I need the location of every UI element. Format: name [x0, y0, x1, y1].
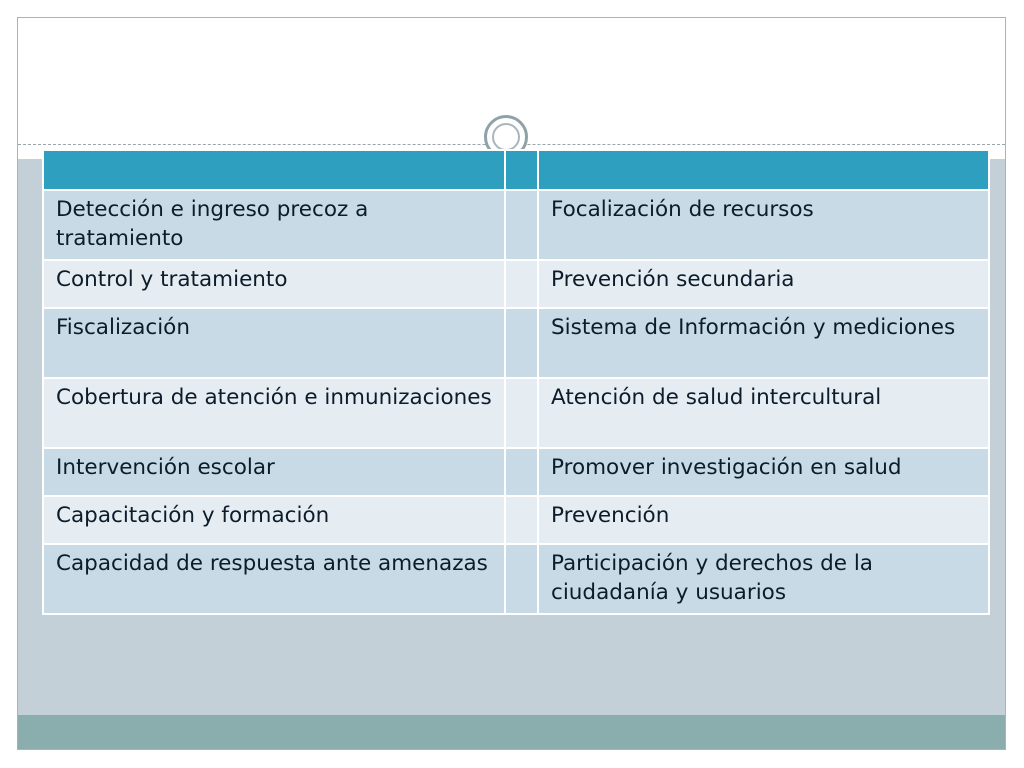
table-cell: Fiscalización [43, 308, 505, 378]
table-cell: Promover investigación en salud [538, 448, 989, 496]
table-row [43, 190, 989, 260]
table-cell: Detección e ingreso precoz a tratamiento [43, 190, 505, 260]
table-cell [505, 190, 538, 260]
table-row [43, 496, 989, 544]
table-row [43, 260, 989, 308]
table-cell [505, 378, 538, 448]
strategy-table [42, 149, 990, 615]
header-cell [43, 150, 505, 190]
table-row [43, 308, 989, 378]
header-cell [538, 150, 989, 190]
table-cell [505, 260, 538, 308]
table-cell: Prevención [538, 496, 989, 544]
table-cell: Sistema de Información y mediciones [538, 308, 989, 378]
decorative-ring-inner [492, 123, 520, 151]
table-cell: Intervención escolar [43, 448, 505, 496]
table-cell: Capacitación y formación [43, 496, 505, 544]
table-cell: Cobertura de atención e inmunizaciones [43, 378, 505, 448]
table-cell: Atención de salud intercultural [538, 378, 989, 448]
table-cell [505, 496, 538, 544]
table-cell: Participación y derechos de la ciudadanía y usuarios [538, 544, 989, 614]
table-cell: Focalización de recursos [538, 190, 989, 260]
table-cell: Prevención secundaria [538, 260, 989, 308]
table-row [43, 544, 989, 614]
table-cell: Capacidad de respuesta ante amenazas [43, 544, 505, 614]
table-header-row [43, 150, 989, 190]
table-row [43, 378, 989, 448]
header-cell [505, 150, 538, 190]
table-cell [505, 448, 538, 496]
table-cell [505, 308, 538, 378]
footer-band [18, 715, 1005, 749]
table-cell [505, 544, 538, 614]
table-cell: Control y tratamiento [43, 260, 505, 308]
table-row [43, 448, 989, 496]
